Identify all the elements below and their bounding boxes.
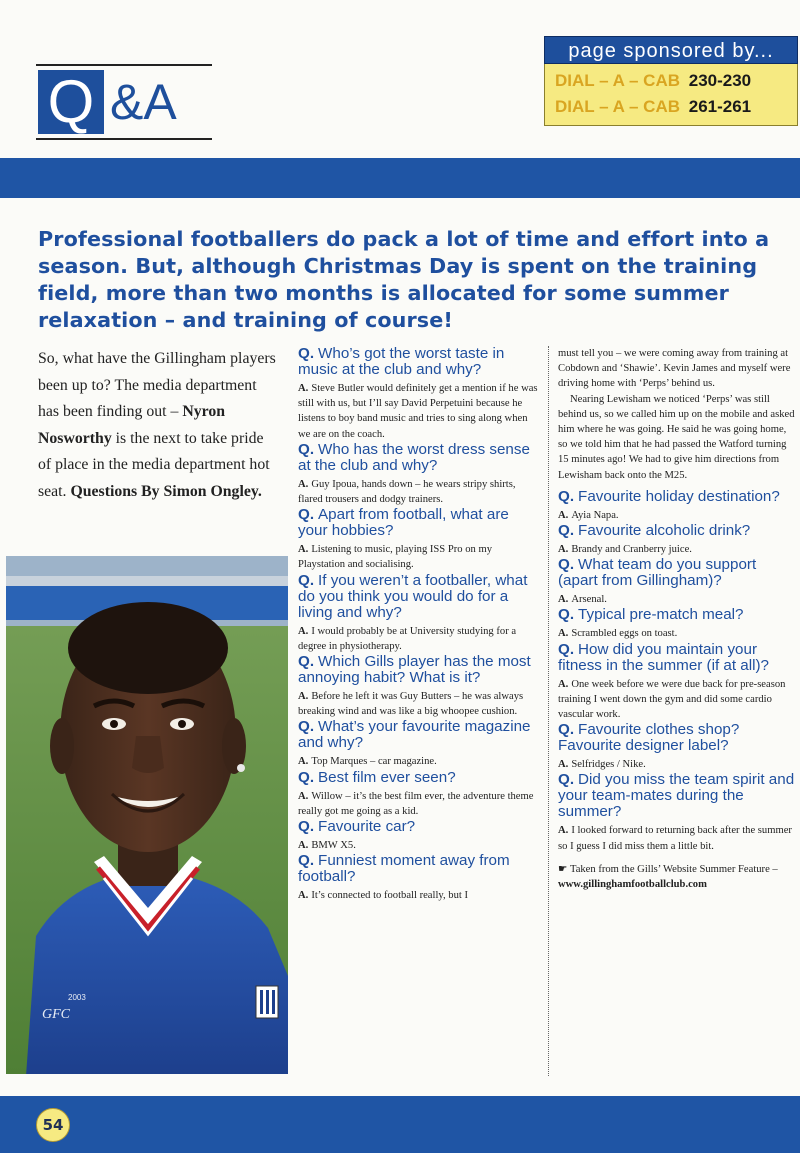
answer: [298, 789, 538, 819]
question: [298, 719, 538, 751]
shirt-crest: [256, 986, 278, 1018]
answer-label: A.: [558, 544, 569, 556]
qa-column-middle: [298, 346, 538, 903]
answer-text: Guy Ipoua, hands down – he wears stripy shirts, flared trousers and dodgy trainers.: [298, 478, 516, 506]
question-label: Q.: [298, 718, 315, 736]
qa-item: [558, 642, 796, 723]
question-label: Q.: [298, 440, 315, 458]
logo-q-box: [38, 70, 104, 134]
sponsor-dial-name: DIAL – A – CAB: [555, 71, 681, 90]
answer-label: A.: [298, 691, 309, 703]
answer: [298, 754, 538, 769]
answer-label: A.: [298, 544, 309, 556]
footnote: [558, 862, 796, 892]
logo-q-letter: Q: [47, 68, 95, 135]
question-text: Which Gills player has the most annoying habit? What is it?: [298, 653, 531, 687]
question: [298, 346, 538, 378]
answer-text: BMW X5.: [311, 840, 356, 852]
sponsor-phone-number: 261-261: [688, 97, 752, 116]
answer-text: Steve Butler would definitely get a mention if he was still with us, but I’ll say David Perpetuini because he listens to boy band music and tries to sing along when we are on the coach.: [298, 383, 538, 440]
answer: [558, 823, 796, 853]
answer-label: A.: [558, 628, 569, 640]
answer-label: A.: [558, 825, 569, 837]
sponsor-body: [544, 64, 798, 126]
answer-text: Scrambled eggs on toast.: [571, 628, 678, 640]
answer-label: A.: [558, 759, 569, 771]
question-label: Q.: [298, 571, 315, 589]
qa-item: [558, 772, 796, 853]
sponsor-line: [555, 68, 787, 94]
qa-item: [298, 719, 538, 769]
qa-item: [558, 607, 796, 641]
sponsor-dial-name: DIAL – A – CAB: [555, 97, 681, 116]
question: [558, 607, 796, 623]
answer: [558, 626, 796, 641]
byline: Questions By Simon Ongley.: [70, 482, 262, 500]
qa-item: [298, 507, 538, 572]
question: [298, 654, 538, 686]
question-label: Q.: [298, 852, 315, 870]
question: [298, 573, 538, 621]
qa-item: [558, 557, 796, 607]
answer-text: Top Marques – car magazine.: [311, 756, 437, 768]
answer-text: Arsenal.: [571, 594, 607, 606]
answer-label: A.: [298, 478, 309, 490]
question: [558, 523, 796, 539]
answer: [298, 624, 538, 654]
question-label: Q.: [298, 818, 315, 836]
question-label: Q.: [558, 487, 575, 505]
question: [298, 442, 538, 474]
headline: Professional footballers do pack a lot of time and effort into a season. But, although Christmas Day is spent on the training field, more than two months is allocated for some summer relaxation – and training of course!: [38, 227, 770, 332]
answer: [558, 508, 796, 523]
intro-text: is the next to take pride of place in the media department hot seat.: [38, 429, 270, 500]
question-text: Funniest moment away from football?: [298, 852, 510, 886]
qa-item: [298, 442, 538, 507]
player-photo-svg: [6, 556, 288, 1074]
answer: [558, 592, 796, 607]
answer: [298, 381, 538, 442]
question-label: Q.: [558, 771, 575, 789]
question-label: Q.: [558, 606, 575, 624]
question-text: Favourite car?: [318, 818, 416, 836]
answer-label: A.: [558, 509, 569, 521]
question-label: Q.: [298, 653, 315, 671]
qa-logo: [36, 64, 212, 140]
question: [298, 770, 538, 786]
question: [298, 507, 538, 539]
shirt-year-text: 2003: [68, 993, 86, 1002]
bottom-blue-band: [0, 1096, 800, 1153]
page-number: 54: [36, 1108, 70, 1142]
question: [558, 489, 796, 505]
question: [298, 819, 538, 835]
answer-continuation-paragraph: Nearing Lewisham we noticed ‘Perps’ was still behind us, so we called him up on the mobile and asked him where he was going. He said he was going home, so we told him that he had passed the Watford turning 15 minutes ago! We had to give him directions from Lewisham back onto the M25.: [558, 393, 795, 481]
sponsor-phone-number: 230-230: [688, 71, 752, 90]
question-text: Best film ever seen?: [318, 768, 456, 786]
question-label: Q.: [558, 640, 575, 658]
answer-continuation-paragraph: must tell you – we were coming away from training at Cobdown and ‘Shawie’. Kevin James and myself were driving home with ‘Perps’ behind us.: [558, 348, 791, 390]
answer-text: Selfridges / Nike.: [571, 759, 646, 771]
answer-label: A.: [298, 840, 309, 852]
answer-label: A.: [558, 678, 569, 690]
question-text: What’s your favourite magazine and why?: [298, 718, 531, 752]
top-blue-band: [0, 158, 800, 198]
answer: [298, 542, 538, 572]
question-label: Q.: [298, 345, 315, 362]
qa-item: [298, 819, 538, 853]
answer: [298, 689, 538, 719]
question-text: Favourite holiday destination?: [578, 487, 780, 505]
intro-paragraph: [38, 346, 278, 505]
answer: [298, 888, 538, 903]
answer-text: Listening to music, playing ISS Pro on my Playstation and socialising.: [298, 544, 492, 571]
answer: [558, 757, 796, 772]
answer-label: A.: [298, 790, 309, 802]
answer: [298, 838, 538, 853]
question: [298, 853, 538, 885]
question-label: Q.: [558, 522, 575, 540]
qa-item: [298, 346, 538, 442]
column-divider: [548, 346, 549, 1076]
logo-amp-text: &A: [110, 74, 177, 130]
qa-item: [558, 489, 796, 523]
answer-text: It’s connected to football really, but I: [311, 890, 469, 902]
answer-label: A.: [298, 625, 309, 637]
qa-item: [558, 722, 796, 772]
answer-text: Ayia Napa.: [571, 509, 619, 521]
answer-text: I would probably be at University studying for a degree in physiotherapy.: [298, 625, 517, 652]
question-label: Q.: [298, 768, 315, 786]
question-text: If you weren’t a footballer, what do you think you would do for a living and why?: [298, 571, 528, 621]
footnote-text: Taken from the Gills’ Website Summer Feature –: [567, 863, 778, 875]
answer: [558, 542, 796, 557]
answer-label: A.: [558, 594, 569, 606]
answer-text: Willow – it’s the best film ever, the adventure theme really got me going as a kid.: [298, 790, 534, 817]
answer-label: A.: [298, 890, 309, 902]
answer-text: One week before we were due back for pre-season training I went down the gym and did some cardio vascular work.: [558, 678, 786, 721]
answer-text: Before he left it was Guy Butters – he was always breaking wind and was like a big whoopee cushion.: [298, 691, 524, 718]
question-text: Who’s got the worst taste in music at the club and why?: [298, 345, 505, 378]
logo-rule-top: [36, 64, 212, 66]
qa-item: [298, 770, 538, 819]
answer: [558, 677, 796, 723]
question: [558, 642, 796, 674]
qa-item: [298, 573, 538, 654]
question: [558, 722, 796, 754]
question-text: Typical pre-match meal?: [578, 606, 744, 624]
pointing-hand-icon: ☛: [558, 863, 568, 875]
sponsor-box: [544, 36, 798, 132]
qa-item: [298, 654, 538, 719]
question-text: How did you maintain your fitness in the summer (if at all)?: [558, 640, 770, 674]
answer-label: A.: [298, 383, 309, 394]
player-photo: [6, 556, 288, 1074]
question-text: Did you miss the team spirit and your team-mates during the summer?: [558, 771, 795, 821]
qa-item: [558, 523, 796, 557]
question-text: What team do you support (apart from Gillingham)?: [558, 556, 757, 590]
intro-text: So, what have the Gillingham players been up to? The media department has been finding out –: [38, 350, 276, 420]
question-text: Favourite clothes shop? Favourite designer label?: [558, 721, 740, 755]
shirt-badge-text: GFC: [42, 1007, 70, 1022]
player-name: Nyron Nosworthy: [38, 403, 226, 447]
footnote-url[interactable]: www.gillinghamfootballclub.com: [558, 878, 707, 890]
question-label: Q.: [298, 506, 315, 524]
question-text: Who has the worst dress sense at the club and why?: [298, 440, 530, 474]
sponsor-line: [555, 94, 787, 120]
question-text: Favourite alcoholic drink?: [578, 522, 751, 540]
answer-text: Brandy and Cranberry juice.: [571, 544, 692, 556]
answer-continuation: [558, 346, 796, 483]
question-text: Apart from football, what are your hobbies?: [298, 506, 509, 540]
qa-column-right: [558, 346, 796, 892]
question: [558, 557, 796, 589]
answer-text: I looked forward to returning back after the summer so I guess I did miss them a little bit.: [558, 825, 792, 852]
answer-label: A.: [298, 756, 309, 768]
sponsor-header: page sponsored by...: [544, 36, 798, 64]
question-label: Q.: [558, 556, 575, 574]
answer: [298, 477, 538, 507]
question: [558, 772, 796, 820]
question-label: Q.: [558, 721, 575, 739]
qa-item: [298, 853, 538, 903]
logo-rule-bottom: [36, 138, 212, 140]
